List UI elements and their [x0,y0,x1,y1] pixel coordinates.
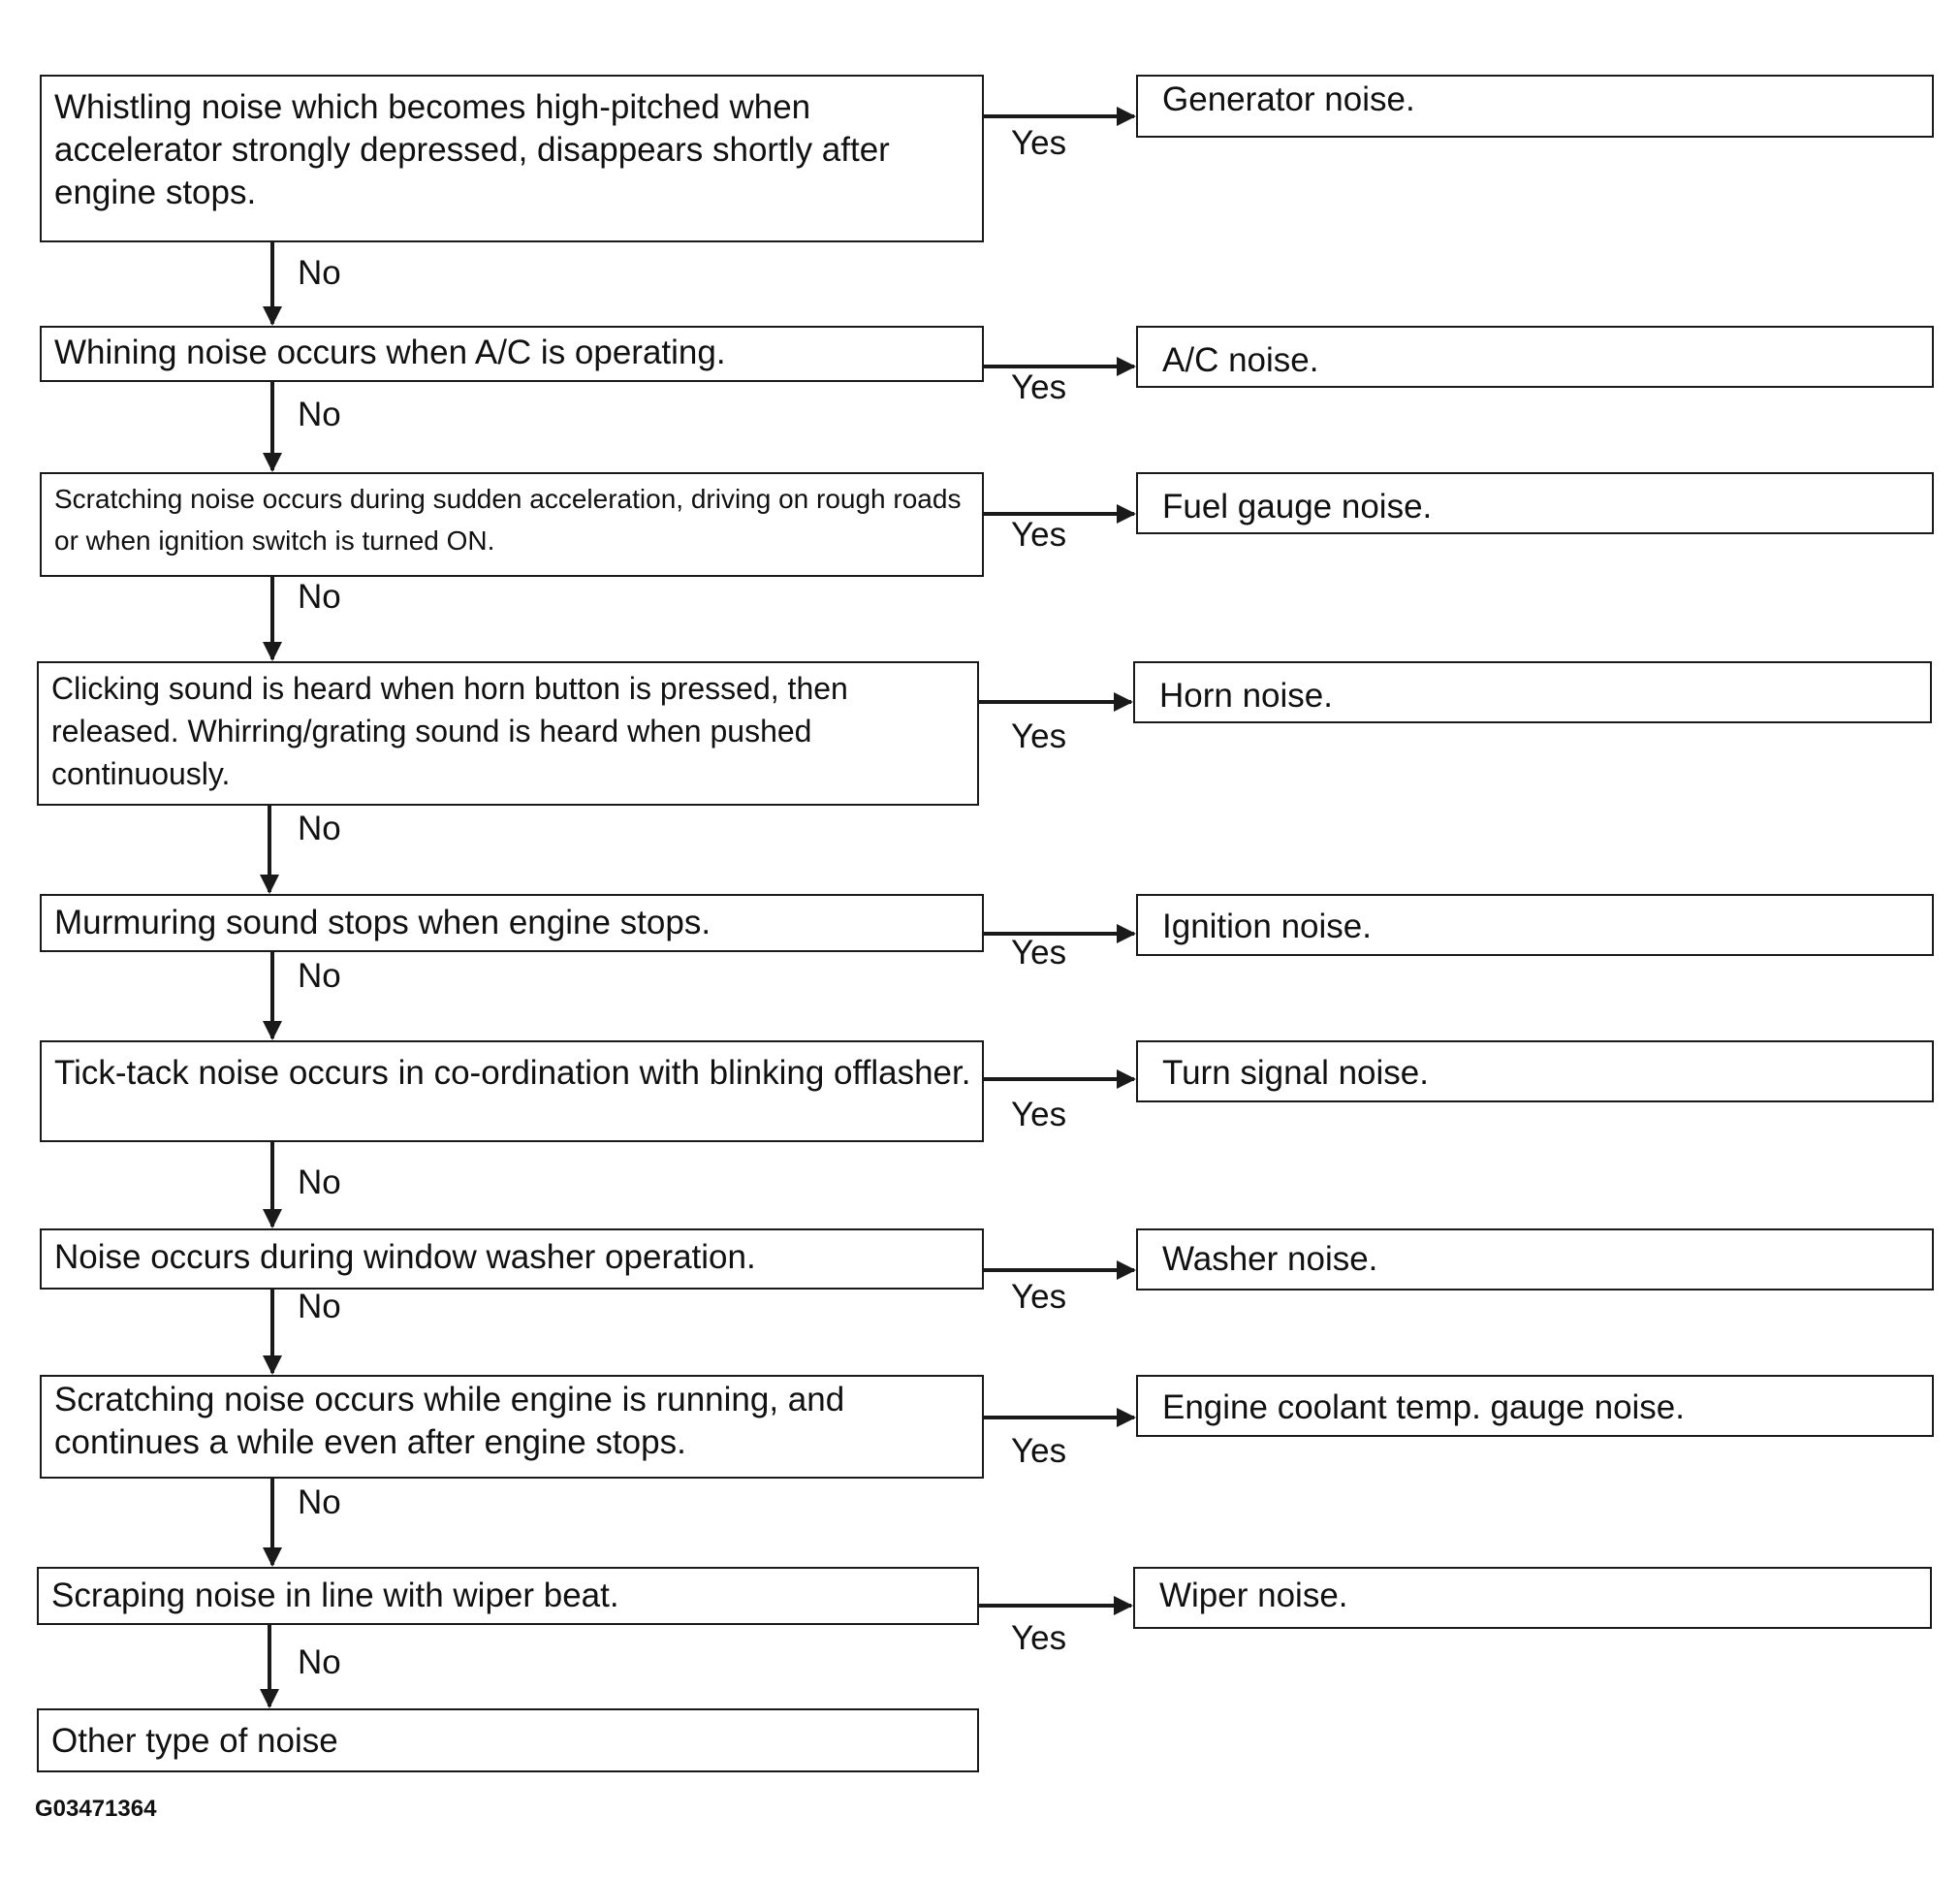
result-box-5: Ignition noise. [1136,894,1934,956]
no-label-6: No [298,1163,341,1201]
yes-label-5: Yes [1011,934,1067,972]
question-box-6: Tick-tack noise occurs in co-ordination with blinking offlasher. [40,1040,984,1142]
yes-label-1: Yes [1011,124,1067,162]
result-box-3: Fuel gauge noise. [1136,472,1934,534]
question-box-2: Whining noise occurs when A/C is operating. [40,326,984,382]
question-box-7: Noise occurs during window washer operation. [40,1228,984,1290]
no-label-2: No [298,396,341,433]
result-box-2: A/C noise. [1136,326,1934,388]
result-box-7: Washer noise. [1136,1228,1934,1291]
question-box-9: Scraping noise in line with wiper beat. [37,1567,979,1625]
no-label-4: No [298,810,341,847]
result-box-8: Engine coolant temp. gauge noise. [1136,1375,1934,1437]
question-box-8: Scratching noise occurs while engine is running, and continues a while even after engine stops. [40,1375,984,1479]
result-box-9: Wiper noise. [1133,1567,1932,1629]
no-label-1: No [298,254,341,292]
yes-label-8: Yes [1011,1432,1067,1470]
question-box-3: Scratching noise occurs during sudden acceleration, driving on rough roads or when ignition switch is turned ON. [40,472,984,577]
yes-label-4: Yes [1011,717,1067,755]
result-box-1: Generator noise. [1136,75,1934,138]
no-label-7: No [298,1288,341,1325]
question-box-4: Clicking sound is heard when horn button is pressed, then released. Whirring/grating sound is heard when pushed continuously. [37,661,979,806]
yes-label-9: Yes [1011,1619,1067,1657]
question-box-1: Whistling noise which becomes high-pitched when accelerator strongly depressed, disappears shortly after engine stops. [40,75,984,242]
result-box-6: Turn signal noise. [1136,1040,1934,1102]
no-label-9: No [298,1643,341,1681]
final-box: Other type of noise [37,1708,979,1772]
result-box-4: Horn noise. [1133,661,1932,723]
no-label-8: No [298,1483,341,1521]
yes-label-3: Yes [1011,516,1067,554]
yes-label-7: Yes [1011,1278,1067,1316]
no-label-3: No [298,578,341,616]
question-box-5: Murmuring sound stops when engine stops. [40,894,984,952]
yes-label-6: Yes [1011,1096,1067,1133]
figure-id: G03471364 [35,1796,157,1822]
no-label-5: No [298,957,341,995]
yes-label-2: Yes [1011,368,1067,406]
